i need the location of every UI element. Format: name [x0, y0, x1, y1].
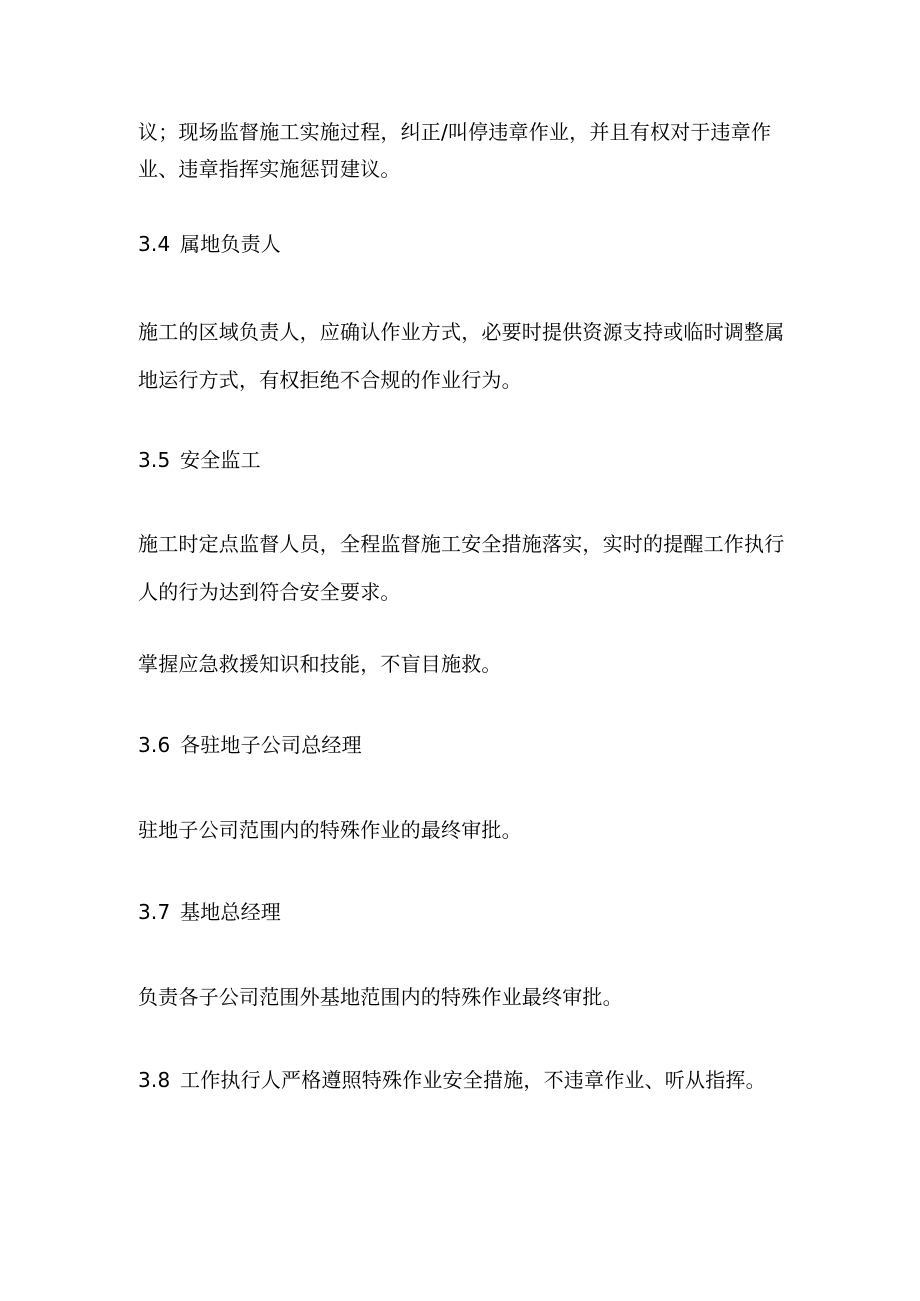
section-number: 3.8 [138, 1068, 171, 1092]
paragraph-line: 施工的区域负责人，应确认作业方式，必要时提供资源支持或临时调整属 [138, 320, 785, 344]
paragraph-line: 业、违章指挥实施惩罚建议。 [138, 157, 401, 181]
paragraph-line: 施工时定点监督人员，全程监督施工安全措施落实，实时的提醒工作执行 [138, 532, 785, 556]
paragraph-line: 驻地子公司范围内的特殊作业的最终审批。 [138, 818, 522, 842]
section-number: 3.4 [138, 232, 171, 256]
section-heading-3-7 [138, 898, 281, 926]
section-title: 各驻地子公司总经理 [180, 733, 362, 757]
paragraph-line: 人的行为达到符合安全要求。 [138, 580, 401, 604]
section-title: 属地负责人 [180, 232, 281, 256]
paragraph-line: 议；现场监督施工实施过程，纠正/叫停违章作业，并且有权对于违章作 [138, 120, 772, 144]
section-heading-3-8 [138, 1066, 766, 1094]
section-title: 基地总经理 [180, 900, 281, 924]
section-title: 安全监工 [180, 448, 261, 472]
paragraph-line: 地运行方式，有权拒绝不合规的作业行为。 [138, 368, 522, 392]
section-heading-3-6 [138, 731, 362, 759]
section-heading-3-4 [138, 230, 281, 258]
section-number: 3.6 [138, 733, 171, 757]
section-number: 3.7 [138, 900, 171, 924]
section-title: 工作执行人严格遵照特殊作业安全措施，不违章作业、听从指挥。 [180, 1068, 766, 1092]
section-number: 3.5 [138, 448, 171, 472]
paragraph-line: 负责各子公司范围外基地范围内的特殊作业最终审批。 [138, 985, 623, 1009]
paragraph-line: 掌握应急救援知识和技能，不盲目施救。 [138, 652, 502, 676]
section-heading-3-5 [138, 446, 261, 474]
